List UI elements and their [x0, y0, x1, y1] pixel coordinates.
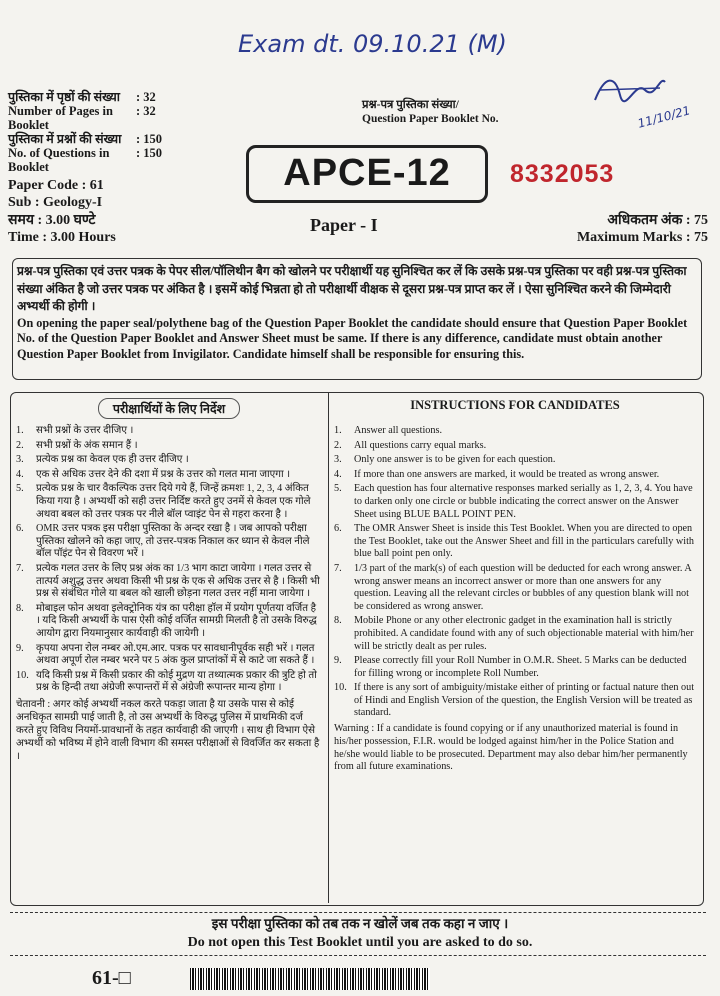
instruction-text: Please correctly fill your Roll Number in O.M.R. Sheet. 5 Marks can be deducted for filling wrong or incomplete Roll Number.	[354, 655, 687, 679]
footer-hi: इस परीक्षा पुस्तिका को तब तक न खोलें जब तक कहा न जाए ।	[211, 916, 509, 931]
instruction-text: सभी प्रश्नों के उत्तर दीजिए ।	[36, 425, 134, 436]
questions-hi-label: पुस्तिका में प्रश्नों की संख्या	[8, 132, 122, 146]
qp-booklet-label-en: Question Paper Booklet No.	[362, 113, 499, 125]
notice-box	[12, 258, 702, 380]
booklet-number: 8332053	[510, 160, 615, 188]
questions-en-label: No. of Questions in Booklet	[8, 146, 110, 174]
time-hi: समय : 3.00 घण्टे	[8, 213, 96, 228]
footer-en: Do not open this Test Booklet until you are asked to do so.	[187, 935, 533, 950]
instruction-item	[334, 425, 696, 438]
barcode	[190, 968, 430, 990]
instructions-divider	[328, 393, 329, 903]
instruction-text: कृपया अपना रोल नम्बर ओ.एम.आर. पत्रक पर सावधानीपूर्वक सही भरें । गलत अथवा अपूर्ण रोल नम्बर भरने पर 5 अंक कुल प्राप्तांकों में से काटे जा सकते हैं ।	[36, 642, 315, 667]
instructions-hi-warning: चेतावनी : अगर कोई अभ्यर्थी नकल करते पकड़ा जाता है या उसके पास से कोई अनधिकृत सामग्री पाई जाती है, तो उस अभ्यर्थी के विरुद्ध पुलिस में प्राथमिकी दर्ज करते हुए विविध नियमों-प्रावधानों के तहत कार्यवाही की जाएगी । साथ ही विभाग ऐसे अभ्यर्थी को भविष्य में होने वाली विभाग की समस्त परीक्षाओं से विवर्जित कर सकता है ।	[16, 698, 320, 762]
notice-en: On opening the paper seal/polythene bag of the Question Paper Booklet the candidate should ensure that Question Paper Booklet No. of the Question Paper Booklet and Answer Sheet must be same. If there is any difference, candidate must obtain another Question Paper Booklet from Invigilator. Candidate himself shall be responsible for ensuring this.	[17, 315, 688, 361]
instruction-number: 6.	[16, 523, 24, 535]
instruction-item	[16, 670, 322, 695]
instruction-number: 8.	[334, 615, 342, 627]
instruction-number: 10.	[334, 682, 347, 694]
instruction-item	[334, 523, 696, 561]
handwritten-signature-date: 11/10/21	[636, 103, 692, 131]
handwritten-exam-date: Exam dt. 09.10.21 (M)	[238, 30, 507, 58]
instruction-item	[334, 682, 696, 720]
questions-value-2: : 150	[136, 146, 163, 160]
instruction-number: 2.	[334, 439, 342, 451]
pages-en-label: Number of Pages in Booklet	[8, 104, 113, 132]
instruction-number: 7.	[16, 562, 24, 574]
instructions-en	[334, 398, 696, 774]
footer-top-rule	[10, 912, 706, 913]
instruction-item	[16, 425, 322, 438]
instruction-text: The OMR Answer Sheet is inside this Test Booklet. When you are directed to open the Test Booklet, take out the Answer Sheet and fill in the particulars carefully with blue ball point pen only.	[354, 523, 695, 560]
instruction-item	[16, 563, 322, 601]
instruction-item	[334, 440, 696, 453]
signature-scribble-icon	[590, 70, 670, 110]
instruction-text: प्रत्येक गलत उत्तर के लिए प्रश्न अंक का 1/3 भाग काटा जायेगा । गलत उत्तर से तात्पर्य अशुद्ध उत्तर अथवा किसी भी प्रश्न के एक से अधिक उत्तर से है । किसी भी प्रश्न से संबंधित गोले या बबल को खाली छोड़ना गलत उत्तर नहीं माना जायेगा ।	[36, 562, 320, 600]
instruction-number: 7.	[334, 562, 342, 574]
marks-en: Maximum Marks : 75	[576, 230, 708, 245]
instruction-number: 4.	[334, 468, 342, 480]
instruction-item	[334, 483, 696, 521]
instruction-number: 3.	[334, 454, 342, 466]
instructions-en-list	[334, 425, 696, 720]
footer-bottom-rule	[10, 955, 706, 956]
notice-hi: प्रश्न-पत्र पुस्तिका एवं उत्तर पत्रक के पेपर सील/पॉलिथीन बैग को खोलने पर परीक्षार्थी यह सुनिश्चित कर लें कि उसके प्रश्न-पत्र पुस्तिका पर वही प्रश्न-पत्र पुस्तिका संख्या अंकित है जो उत्तर पत्रक पर अंकित है । इसमें कोई भिन्नता हो तो परीक्षार्थी वीक्षक से दूसरा प्रश्न-पत्र प्राप्त कर लें । ऐसा सुनिश्चित करने की जिम्मेदारी अभ्यर्थी की होगी ।	[17, 264, 687, 313]
instruction-number: 5.	[334, 483, 342, 495]
instruction-text: Each question has four alternative responses marked serially as 1, 2, 3, 4. You have to darken only one circle or bubble indicating the correct answer on the Answer Sheet using BLUE BALL POINT PEN.	[354, 483, 693, 520]
instructions-en-heading: INSTRUCTIONS FOR CANDIDATES	[410, 398, 620, 412]
instruction-item	[16, 643, 322, 668]
instruction-item	[16, 469, 322, 482]
paper-title: Paper - I	[310, 215, 378, 235]
instruction-item	[334, 454, 696, 467]
instruction-number: 1.	[16, 425, 24, 436]
signature	[590, 70, 670, 110]
instruction-text: If more than one answers are marked, it would be treated as wrong answer.	[354, 468, 660, 480]
time-block	[8, 212, 116, 246]
instructions-hi	[16, 398, 322, 763]
instruction-text: Mobile Phone or any other electronic gadget in the examination hall is strictly prohibited. A candidate found with any of such objectionable material with him/her will be strictly dealt as per rules.	[354, 615, 694, 652]
instruction-number: 9.	[16, 642, 24, 654]
qp-booklet-label	[362, 98, 499, 126]
instruction-text: OMR उत्तर पत्रक इस परीक्षा पुस्तिका के अन्दर रखा है । जब आपको परीक्षा पुस्तिका खोलने को कहा जाए, तो उत्तर-पत्रक निकाल कर ध्यान से केवल नीले बॉल पॉइंट पेन से विवरण भरें ।	[36, 523, 310, 560]
paper-code: Paper Code : 61	[8, 178, 104, 193]
instruction-text: यदि किसी प्रश्न में किसी प्रकार की कोई मुद्रण या तथ्यात्मक प्रकार की त्रुटि हो तो प्रश्न के हिन्दी तथा अंग्रेजी रूपान्तरों में से अंग्रेजी रूपान्तर मान्य होगा ।	[36, 669, 317, 694]
exam-code-box: APCE-12	[246, 145, 488, 203]
instructions-en-warning: Warning : If a candidate is found copying or if any unauthorized material is found in his/her possession, F.I.R. would be lodged against him/her in the Police Station and he/she would liable to be prosecuted. Department may also debar him/her permanently from all future examinations.	[334, 723, 688, 773]
pages-value: : 32	[136, 90, 156, 104]
instruction-number: 10.	[16, 669, 29, 681]
instructions-hi-heading: परीक्षार्थियों के लिए निर्देश	[98, 398, 240, 419]
instruction-number: 6.	[334, 523, 342, 535]
instruction-number: 5.	[16, 483, 24, 495]
instruction-item	[334, 469, 696, 482]
instruction-text: सभी प्रश्नों के अंक समान हैं ।	[36, 439, 138, 451]
marks-block	[480, 212, 708, 246]
time-en: Time : 3.00 Hours	[8, 230, 116, 245]
instruction-item	[334, 615, 696, 653]
pages-hi-label: पुस्तिका में पृष्ठों की संख्या	[8, 90, 120, 104]
instruction-text: If there is any sort of ambiguity/mistake either of printing or factual nature then out of Hindi and English Version of the question, the English Version will be treated as standard.	[354, 682, 695, 719]
instruction-item	[16, 483, 322, 521]
questions-value: : 150	[136, 132, 163, 146]
instruction-item	[16, 603, 322, 641]
instruction-item	[16, 523, 322, 561]
instruction-text: 1/3 part of the mark(s) of each question will be deducted for each wrong answer. A wrong answer means an incorrect answer or more than one answers for any question. Leaving all the relevant circles or bubbles of any question blank will not be considered as wrong answer.	[354, 562, 692, 612]
instruction-item	[334, 655, 696, 680]
instruction-number: 3.	[16, 454, 24, 466]
instructions-hi-list	[16, 425, 322, 695]
instruction-text: एक से अधिक उत्तर देने की दशा में प्रश्न के उत्तर को गलत माना जाएगा ।	[36, 468, 291, 480]
booklet-meta	[8, 90, 228, 211]
instruction-text: मोबाइल फोन अथवा इलेक्ट्रोनिक यंत्र का परीक्षा हॉल में प्रयोग पूर्णतया वर्जित है । यदि किसी अभ्यर्थी के पास ऐसी कोई वर्जित सामग्री मिलती है तो उसके विरुद्ध आयोग द्वारा नियमानुसार कार्यवाही की जायेगी ।	[36, 602, 317, 639]
instruction-number: 9.	[334, 655, 342, 667]
instruction-text: प्रत्येक प्रश्न का केवल एक ही उत्तर दीजिए ।	[36, 454, 189, 466]
instruction-number: 4.	[16, 468, 24, 480]
booklet-code: 61-□	[92, 967, 131, 989]
qp-booklet-label-hi: प्रश्न-पत्र पुस्तिका संख्या/	[362, 99, 459, 111]
instruction-number: 2.	[16, 439, 24, 451]
instruction-item	[16, 440, 322, 453]
subject: Sub : Geology-I	[8, 195, 103, 210]
marks-hi: अधिकतम अंक : 75	[607, 213, 708, 228]
instruction-number: 8.	[16, 602, 24, 614]
instruction-text: प्रत्येक प्रश्न के चार वैकल्पिक उत्तर दिये गये हैं, जिन्हें क्रमशः 1, 2, 3, 4 अंकित किया गया है । अभ्यर्थी को सही उत्तर निर्दिष्ट करते हुए उनमें से केवल एक गोले अथवा बबल को उत्तर पत्रक पर नीले बॉल प्वाइंट पेन से गहरा करना है ।	[36, 483, 311, 520]
instruction-number: 1.	[334, 425, 342, 436]
instruction-text: Answer all questions.	[354, 425, 442, 436]
instruction-item	[334, 563, 696, 613]
pages-value-2: : 32	[136, 104, 156, 118]
instruction-text: Only one answer is to be given for each question.	[354, 454, 556, 466]
instruction-text: All questions carry equal marks.	[354, 439, 487, 451]
instruction-item	[16, 454, 322, 467]
